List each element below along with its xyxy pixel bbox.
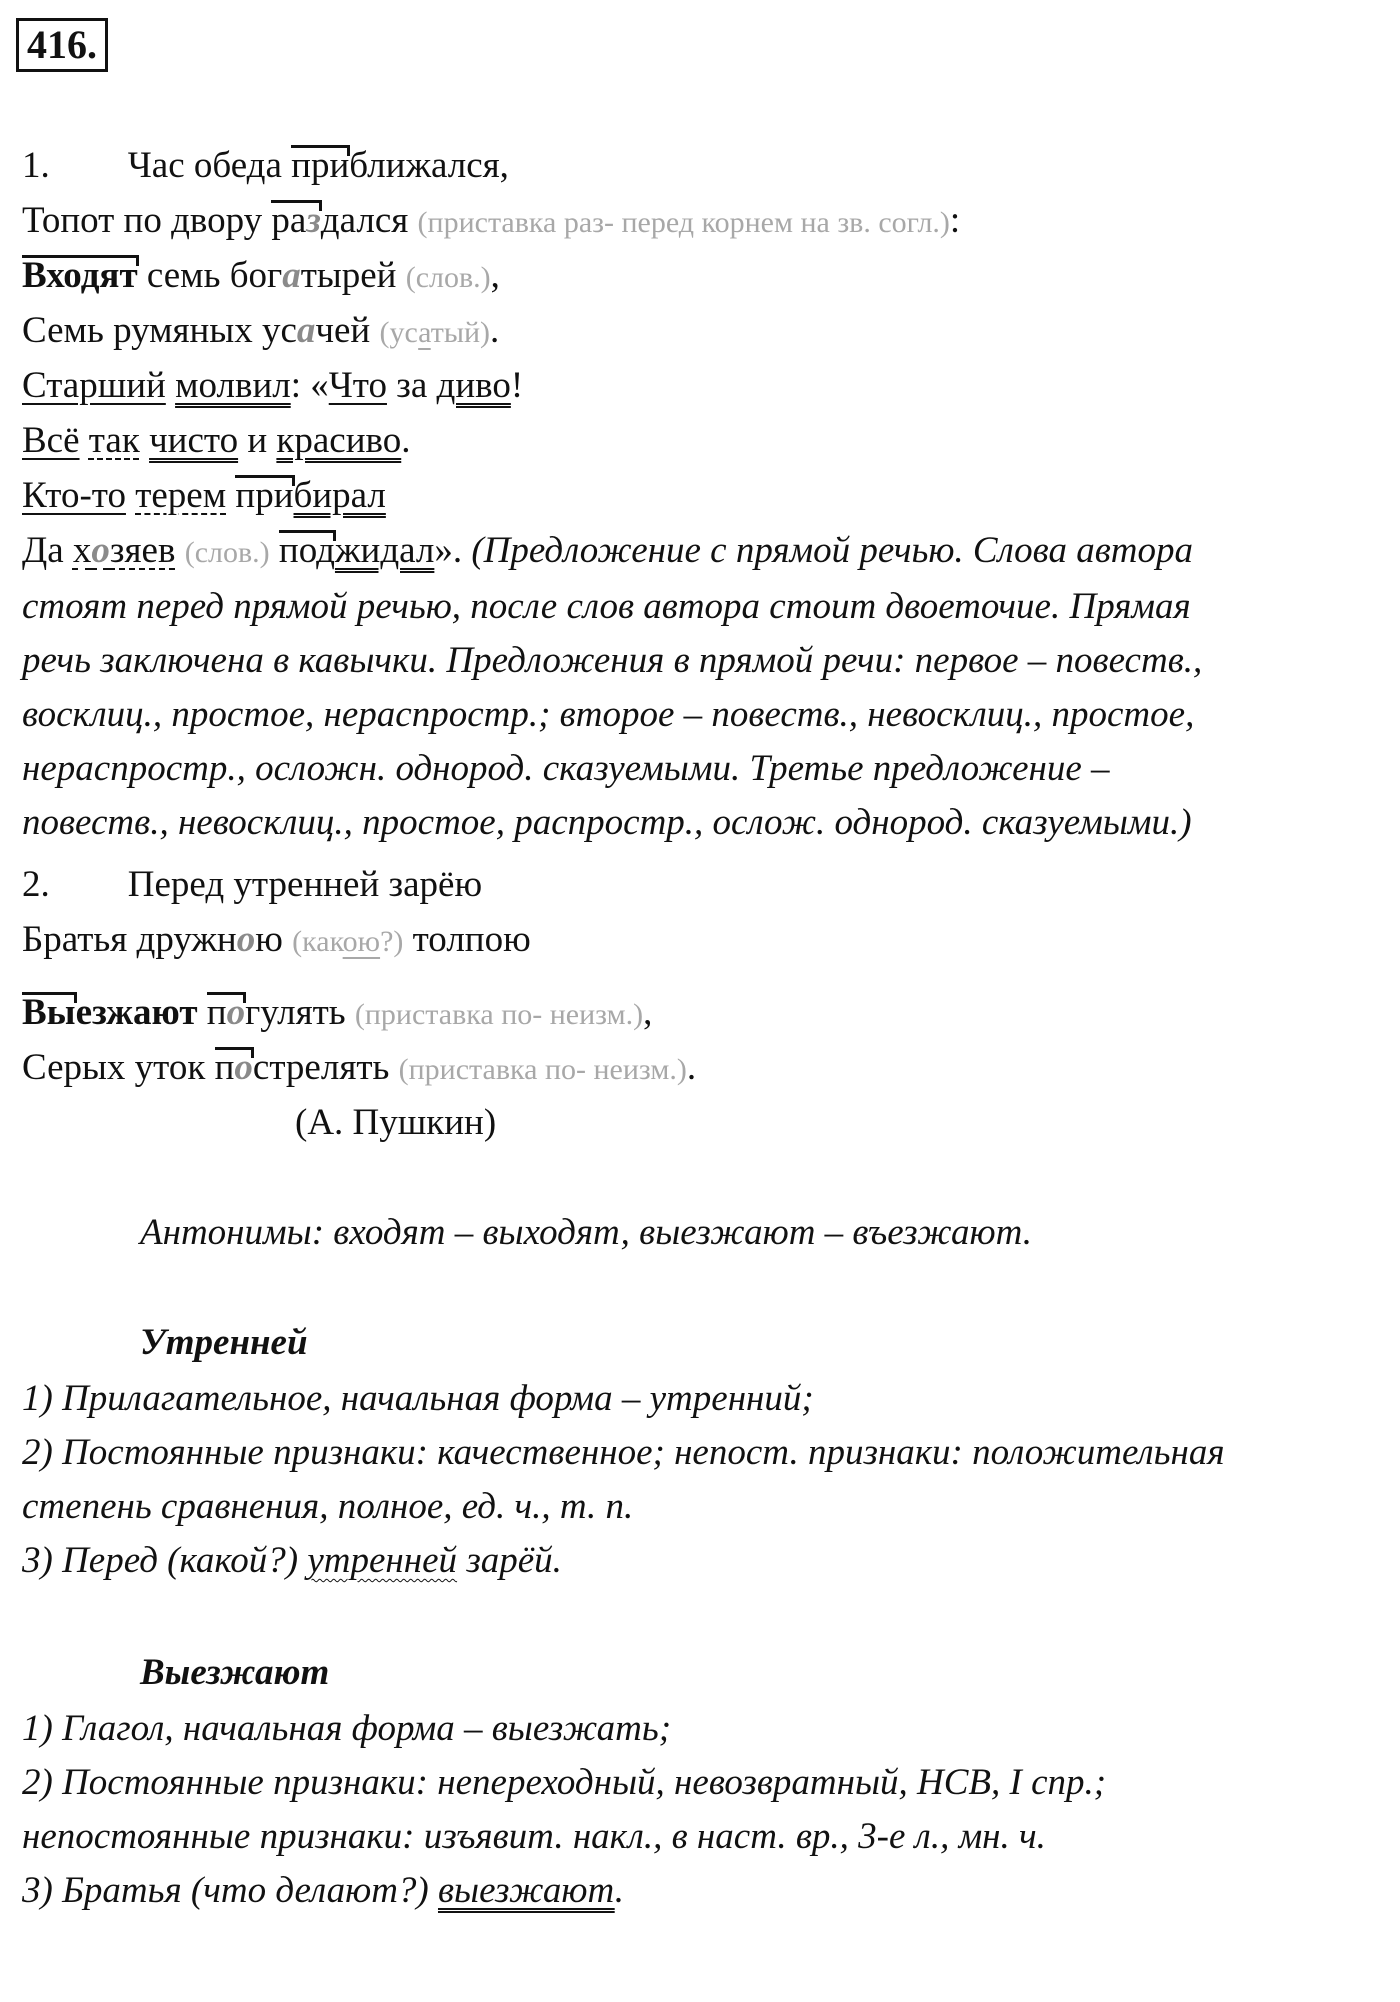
analysis-line: 2) Постоянные признаки: непереходный, невозвратный, НСВ, I спр.; <box>22 1762 1107 1803</box>
text: езжают <box>75 992 198 1033</box>
analysis-line: 1) Прилагательное, начальная форма – утренний; <box>22 1378 814 1419</box>
gray-note: (приставка раз- перед корнем на зв. согл.) <box>417 206 950 239</box>
object-word <box>73 530 176 571</box>
predicate-word <box>279 530 434 571</box>
text: бирал <box>293 475 386 516</box>
subject-word: Старший <box>22 365 166 406</box>
text: х <box>72 530 92 571</box>
analysis-line: степень сравнения, полное, ед. ч., т. п. <box>22 1486 634 1527</box>
text: . <box>614 1870 624 1911</box>
text <box>198 992 207 1033</box>
poem1-line7 <box>22 473 386 519</box>
text: за <box>386 365 437 406</box>
text: гулять <box>245 992 355 1033</box>
poem1-line3 <box>22 253 500 301</box>
poem2-number: 2. <box>22 864 50 905</box>
gray-note: (приставка по- неизм.) <box>354 998 644 1031</box>
highlighted-letter: з <box>306 200 321 241</box>
text: Братья дружн <box>22 919 237 960</box>
text: ! <box>510 365 524 406</box>
gray-note: (слов.) <box>184 536 270 569</box>
text: а <box>418 316 431 349</box>
predicate-word: диво <box>436 365 511 406</box>
predicate-word <box>22 992 198 1033</box>
text: Серых уток <box>22 1047 215 1088</box>
subject-word: Всё <box>22 420 80 461</box>
highlighted-letter: а <box>282 255 301 296</box>
highlighted-letter: о <box>91 530 110 571</box>
text: , <box>643 992 653 1033</box>
poem2-line2 <box>22 917 531 965</box>
prefix-mark: под <box>279 528 335 574</box>
text: Да <box>22 530 73 571</box>
comment-text: (Предложение с прямой речью. Слова автора <box>471 530 1194 571</box>
text: ою <box>342 925 381 958</box>
comment-line: речь заключена в кавычки. Предложения в прямой речи: первое – повеств., <box>22 640 1203 681</box>
analysis-line: 1) Глагол, начальная форма – выезжать; <box>22 1708 672 1749</box>
text: (ус <box>379 316 419 349</box>
poem1-line8 <box>22 528 1193 576</box>
text: тый) <box>430 316 491 349</box>
gray-note: (слов.) <box>405 261 491 294</box>
text: . <box>490 310 500 351</box>
highlighted-letter: о <box>234 1047 253 1088</box>
analysis-line: непостоянные признаки: изъявит. накл., в наст. вр., 3-е л., мн. ч. <box>22 1816 1046 1857</box>
analysis2-body <box>22 1702 1382 1918</box>
gray-note: (приставка по- неизм.) <box>398 1053 687 1086</box>
text: чей <box>315 310 380 351</box>
text: . <box>686 1047 697 1088</box>
analysis-line: 2) Постоянные признаки: качественное; непост. признаки: положительная <box>22 1432 1225 1473</box>
poem2-line3 <box>22 990 652 1038</box>
analysis1-body <box>22 1372 1382 1588</box>
text: . <box>401 420 411 461</box>
text: (как <box>292 925 343 958</box>
poem1-line2 <box>22 198 960 246</box>
comment-paragraph <box>22 580 1382 850</box>
text: Семь румяных ус <box>22 310 297 351</box>
subject-word: Что <box>328 365 387 406</box>
comment-line: восклиц., простое, нераспростр.; второе – повеств., невосклиц., простое, <box>22 694 1195 735</box>
text: п <box>214 1047 235 1088</box>
predicate-word <box>235 475 385 516</box>
highlighted-letter: а <box>296 310 316 351</box>
text: ю <box>255 919 293 960</box>
attribute-word: утренней <box>307 1540 458 1581</box>
poem1-line5 <box>22 363 523 409</box>
text: , <box>490 255 500 296</box>
highlighted-letter: о <box>226 992 246 1033</box>
predicate-word: Входят <box>22 253 138 299</box>
analysis2-title: Выезжают <box>140 1652 330 1693</box>
analysis1-title: Утренней <box>140 1322 308 1363</box>
exercise-number: 416. <box>16 18 108 72</box>
antonyms-line: Антонимы: входят – выходят, выезжают – въезжают. <box>140 1212 1033 1253</box>
poem1-number: 1. <box>22 145 50 186</box>
text: ра <box>271 200 307 241</box>
analysis-line <box>22 1534 1382 1588</box>
gray-note <box>292 925 403 958</box>
text: : « <box>290 365 329 406</box>
text: Час обеда <box>127 145 292 186</box>
predicate-word: красиво <box>276 420 402 461</box>
text: 3) Перед (какой?) <box>22 1540 308 1581</box>
text: п <box>206 992 227 1033</box>
gray-note <box>379 316 490 349</box>
prefix-mark: при <box>235 473 293 519</box>
predicate-word: чисто <box>149 420 239 461</box>
analysis-line <box>22 1864 1382 1918</box>
poem1-line4 <box>22 308 499 356</box>
prefix-mark: при <box>291 143 349 189</box>
text: семь бог <box>137 255 283 296</box>
predicate-word: выезжают <box>437 1870 615 1911</box>
predicate-word: молвил <box>175 365 291 406</box>
object-word: терем <box>135 475 227 516</box>
adverbial-word: так <box>88 420 140 461</box>
text: 3) Братья (что делают?) <box>22 1870 438 1911</box>
poem2-line4 <box>22 1045 696 1093</box>
subject-word: Кто-то <box>22 475 126 516</box>
comment-line: повеств., невосклиц., простое, распростр., ослож. однород. сказуемыми.) <box>22 802 1192 843</box>
poem1-line1 <box>22 143 509 189</box>
text: тырей <box>300 255 406 296</box>
text: Перед утренней зарёю <box>127 864 483 905</box>
prefix-mark <box>215 1045 253 1091</box>
text: зяев <box>109 530 176 571</box>
prefix-mark: Вы <box>22 990 76 1036</box>
poem2-line1 <box>22 862 482 908</box>
text: жидал <box>334 530 435 571</box>
text: ?) <box>380 925 404 958</box>
text: : <box>949 200 961 241</box>
comment-line: нераспростр., осложн. однород. сказуемыми. Третье предложение – <box>22 748 1110 789</box>
text: стрелять <box>252 1047 399 1088</box>
text: зарёй. <box>457 1540 562 1581</box>
poem1-line6 <box>22 418 410 464</box>
text: и <box>238 420 277 461</box>
highlighted-letter: о <box>236 919 256 960</box>
text: ближался, <box>349 145 509 186</box>
poem-author: (А. Пушкин) <box>295 1102 497 1143</box>
text: толпою <box>403 919 531 960</box>
prefix-mark <box>207 990 245 1036</box>
comment-line: стоят перед прямой речью, после слов автора стоит двоеточие. Прямая <box>22 586 1191 627</box>
text: ». <box>434 530 472 571</box>
text: дался <box>320 200 418 241</box>
prefix-mark <box>271 198 320 244</box>
text: Топот по двору <box>22 200 272 241</box>
